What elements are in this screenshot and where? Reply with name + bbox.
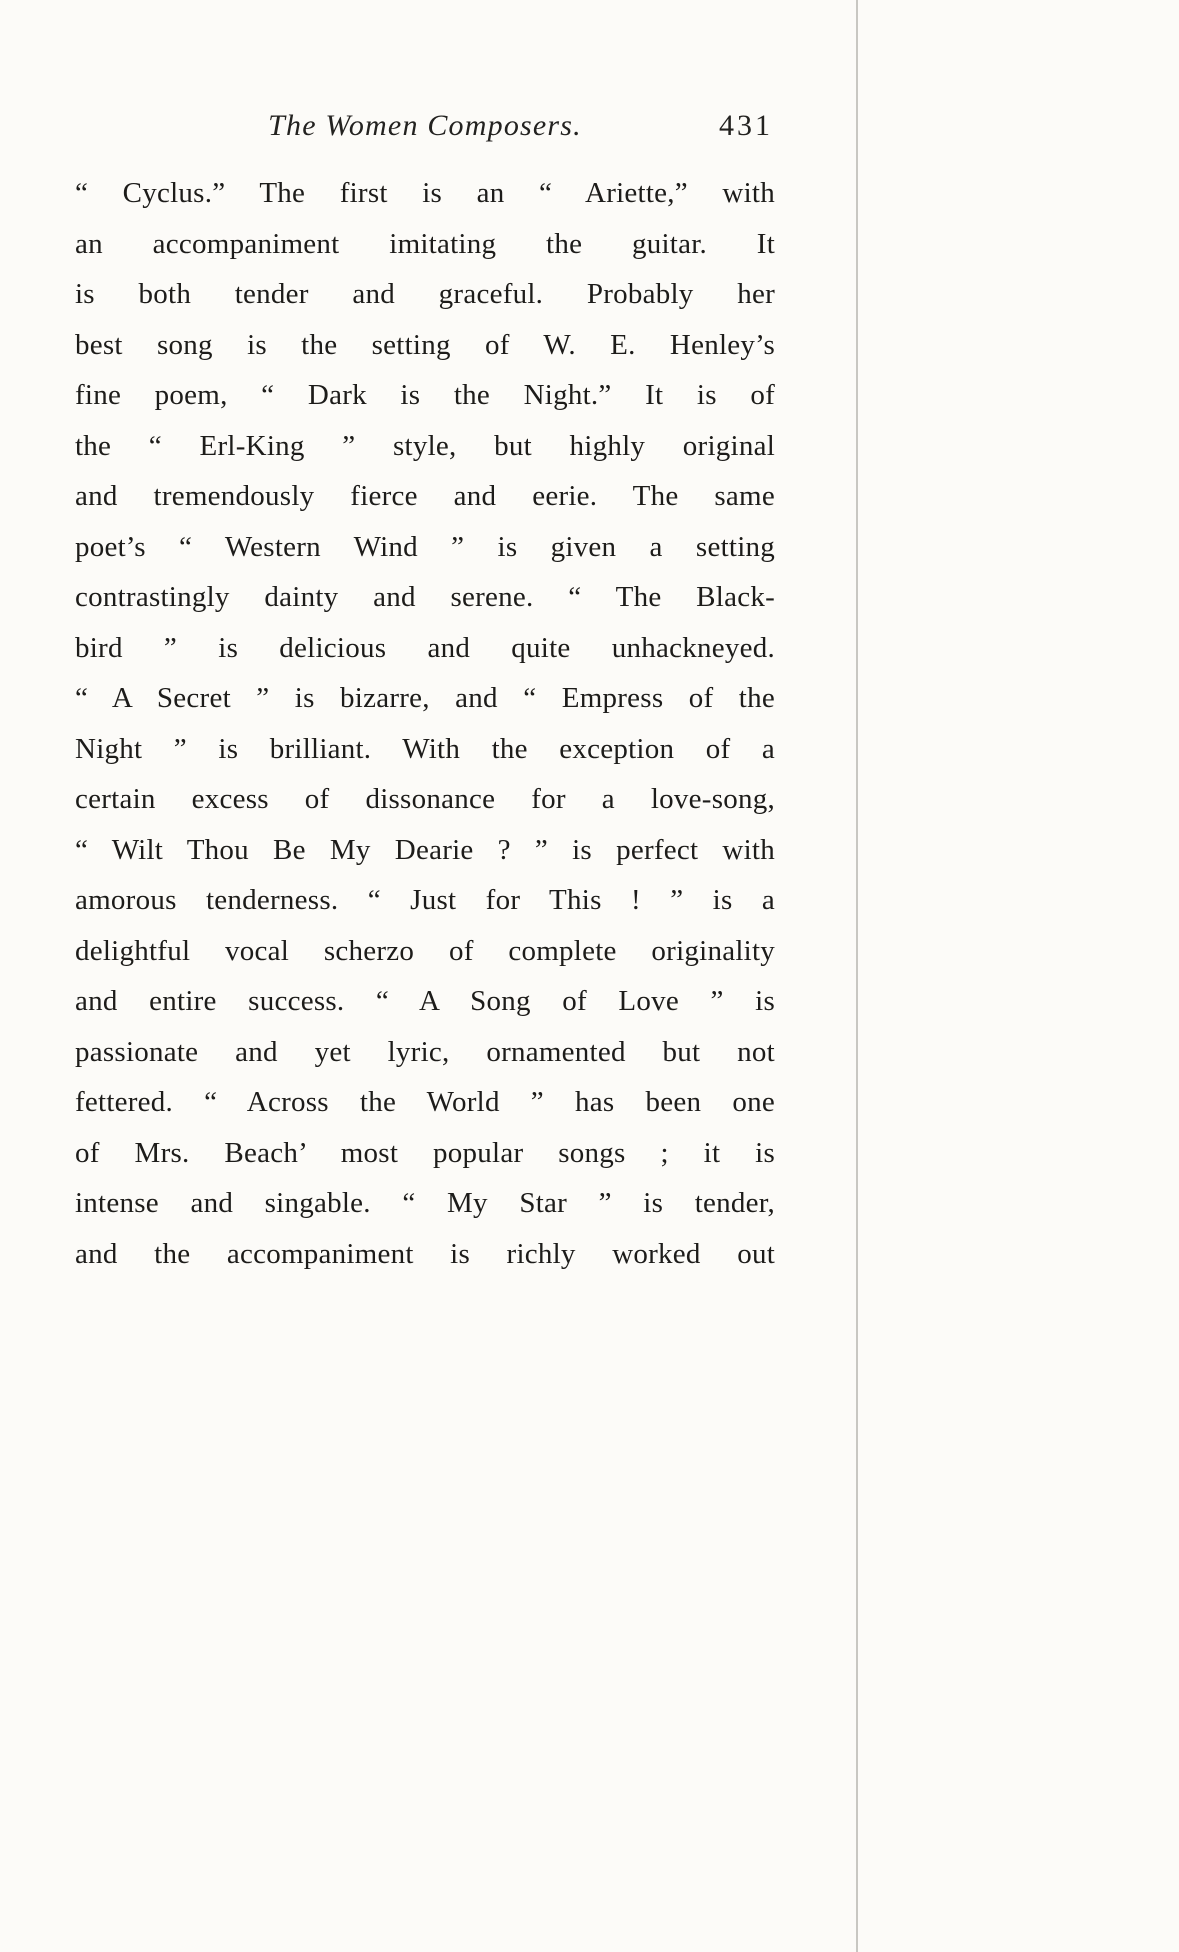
text-line: fine poem, “ Dark is the Night.” It is of (75, 379, 775, 411)
text-line: passionate and yet lyric, ornamented but not (75, 1035, 775, 1068)
text-line: an accompaniment imitating the guitar. It (75, 227, 775, 260)
text-line: “ Wilt Thou Be My Dearie ? ” is perfect with (75, 833, 775, 866)
text-line: intense and singable. “ My Star ” is tender, (75, 1187, 775, 1219)
page-number: 431 (719, 109, 773, 142)
text-line: certain excess of dissonance for a love-song, (75, 783, 775, 815)
text-line: Night ” is brilliant. With the exception of a (75, 732, 775, 765)
text-line: and tremendously fierce and eerie. The same (75, 480, 775, 512)
text-line: contrastingly dainty and serene. “ The Black- (75, 581, 775, 613)
text-line: of Mrs. Beach’ most popular songs ; it is (75, 1136, 775, 1169)
text-line: fettered. “ Across the World ” has been one (75, 1086, 775, 1118)
text-line: amorous tenderness. “ Just for This ! ” is a (75, 884, 775, 916)
text-line: “ Cyclus.” The first is an “ Ariette,” with (75, 177, 775, 209)
page-header (75, 100, 775, 152)
running-title: The Women Composers. (268, 109, 582, 142)
text-line: delightful vocal scherzo of complete originality (75, 934, 775, 967)
text-line: and entire success. “ A Song of Love ” is (75, 985, 775, 1017)
text-line: is both tender and graceful. Probably her (75, 278, 775, 310)
text-line: best song is the setting of W. E. Henley’s (75, 328, 775, 361)
text-line: “ A Secret ” is bizarre, and “ Empress of the (75, 682, 775, 714)
text-line: and the accompaniment is richly worked out (75, 1237, 775, 1270)
text-line: the “ Erl-King ” style, but highly original (75, 429, 775, 462)
text-line: bird ” is delicious and quite unhackneyed. (75, 631, 775, 664)
text-line: poet’s “ Western Wind ” is given a setting (75, 530, 775, 563)
page-edge-line (856, 0, 858, 1952)
body-text (75, 168, 775, 1279)
